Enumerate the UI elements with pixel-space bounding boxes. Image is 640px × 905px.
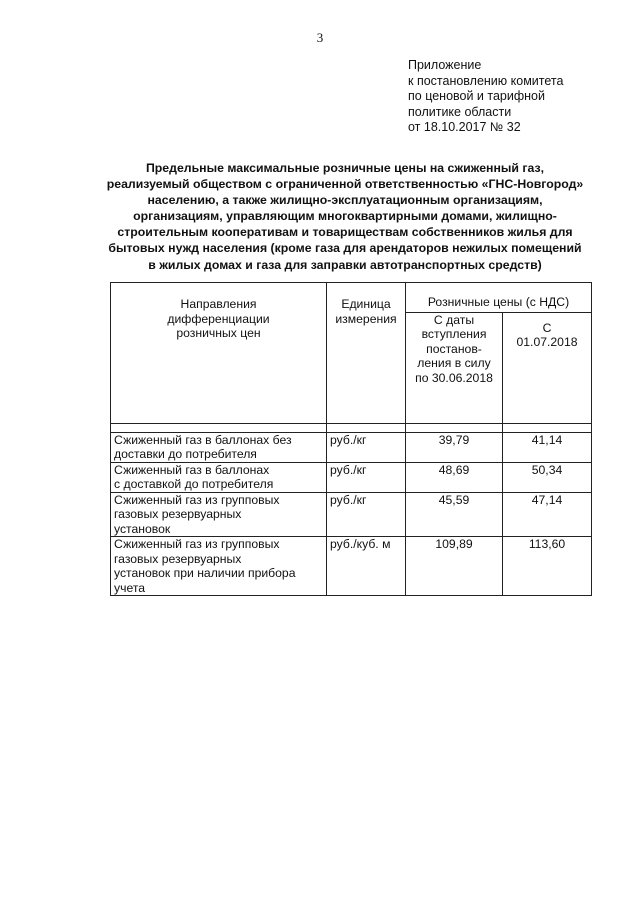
header-from-line: С [542, 320, 552, 335]
header-effective-from-decree [406, 312, 503, 423]
table-row [111, 537, 592, 596]
header-effective-line: постанов- [426, 341, 482, 356]
appendix-block [408, 58, 628, 136]
row-price-until: 39,79 [406, 432, 503, 462]
appendix-line: политике области [408, 104, 512, 119]
header-unit-line: Единица [341, 297, 391, 311]
header-from-line: 01.07.2018 [516, 335, 578, 349]
spacer-cell [503, 423, 592, 432]
row-name-line: Сжиженный газ в баллонах без [114, 432, 292, 447]
table-row [111, 462, 592, 492]
document-title [75, 160, 615, 273]
row-name [111, 492, 327, 537]
table-header-row [111, 283, 592, 313]
row-unit: руб./кг [327, 462, 406, 492]
appendix-line: Приложение [408, 58, 482, 72]
title-line: реализуемый обществом с ограниченной ответственностью «ГНС-Новгород» [106, 177, 584, 192]
table-row [111, 432, 592, 462]
row-price-from: 47,14 [503, 492, 592, 537]
title-line: организациям, управляющим многоквартирными домами, жилищно- [133, 209, 557, 224]
row-name-line: установок при наличии прибора [114, 566, 296, 580]
table-spacer-row [111, 423, 592, 432]
row-price-until: 48,69 [406, 462, 503, 492]
title-line: Предельные максимальные розничные цены на сжиженный газ, [145, 161, 545, 175]
row-name [111, 462, 327, 492]
appendix-line: к постановлению комитета [408, 73, 564, 88]
table-row [111, 492, 592, 537]
title-line: строительным кооперативам и товариществам собственников жилья для [117, 225, 573, 240]
row-price-until: 45,59 [406, 492, 503, 537]
header-direction-line: розничных цен [176, 326, 261, 340]
title-line: населению, а также жилищно-эксплуатационным организациям, [147, 193, 543, 208]
header-effective-line: по 30.06.2018 [415, 370, 493, 385]
spacer-cell [406, 423, 503, 432]
row-name-line: Сжиженный газ из групповых [114, 492, 280, 507]
row-name [111, 537, 327, 596]
row-name-line: газовых резервуарных [114, 551, 242, 566]
row-price-until: 109,89 [406, 537, 503, 596]
spacer-cell [327, 423, 406, 432]
title-line: в жилых домах и газа для заправки автотранспортных средств) [148, 257, 542, 272]
header-from-date [503, 312, 592, 423]
price-table [110, 282, 592, 596]
row-price-from: 41,14 [503, 432, 592, 462]
row-name-line: Сжиженный газ в баллонах [114, 462, 270, 477]
page-number: 3 [316, 30, 324, 45]
row-name-line: Сжиженный газ из групповых [114, 537, 280, 551]
header-prices: Розничные цены (с НДС) [406, 283, 592, 313]
row-unit: руб./кг [327, 432, 406, 462]
header-effective-line: вступления [421, 327, 487, 341]
header-unit [327, 283, 406, 424]
row-price-from: 113,60 [503, 537, 592, 596]
header-effective-line: С даты [433, 312, 475, 327]
row-name-line: учета [114, 580, 146, 595]
header-direction-line: Направления [180, 297, 257, 311]
header-direction-line: дифференциации [167, 311, 270, 326]
row-unit: руб./кг [327, 492, 406, 537]
row-name-line: доставки до потребителя [114, 447, 257, 461]
appendix-line: по ценовой и тарифной [408, 89, 545, 104]
header-unit-line: измерения [335, 311, 397, 326]
row-name-line: газовых резервуарных [114, 507, 242, 521]
row-name-line: установок [114, 521, 171, 536]
header-effective-line: ления в силу [417, 356, 491, 370]
header-direction [111, 283, 327, 424]
appendix-line: от 18.10.2017 № 32 [408, 120, 521, 135]
row-price-from: 50,34 [503, 462, 592, 492]
row-name-line: с доставкой до потребителя [114, 477, 274, 491]
row-unit: руб./куб. м [327, 537, 406, 596]
spacer-cell [111, 423, 327, 432]
row-name [111, 432, 327, 462]
title-line: бытовых нужд населения (кроме газа для арендаторов нежилых помещений [108, 241, 582, 256]
